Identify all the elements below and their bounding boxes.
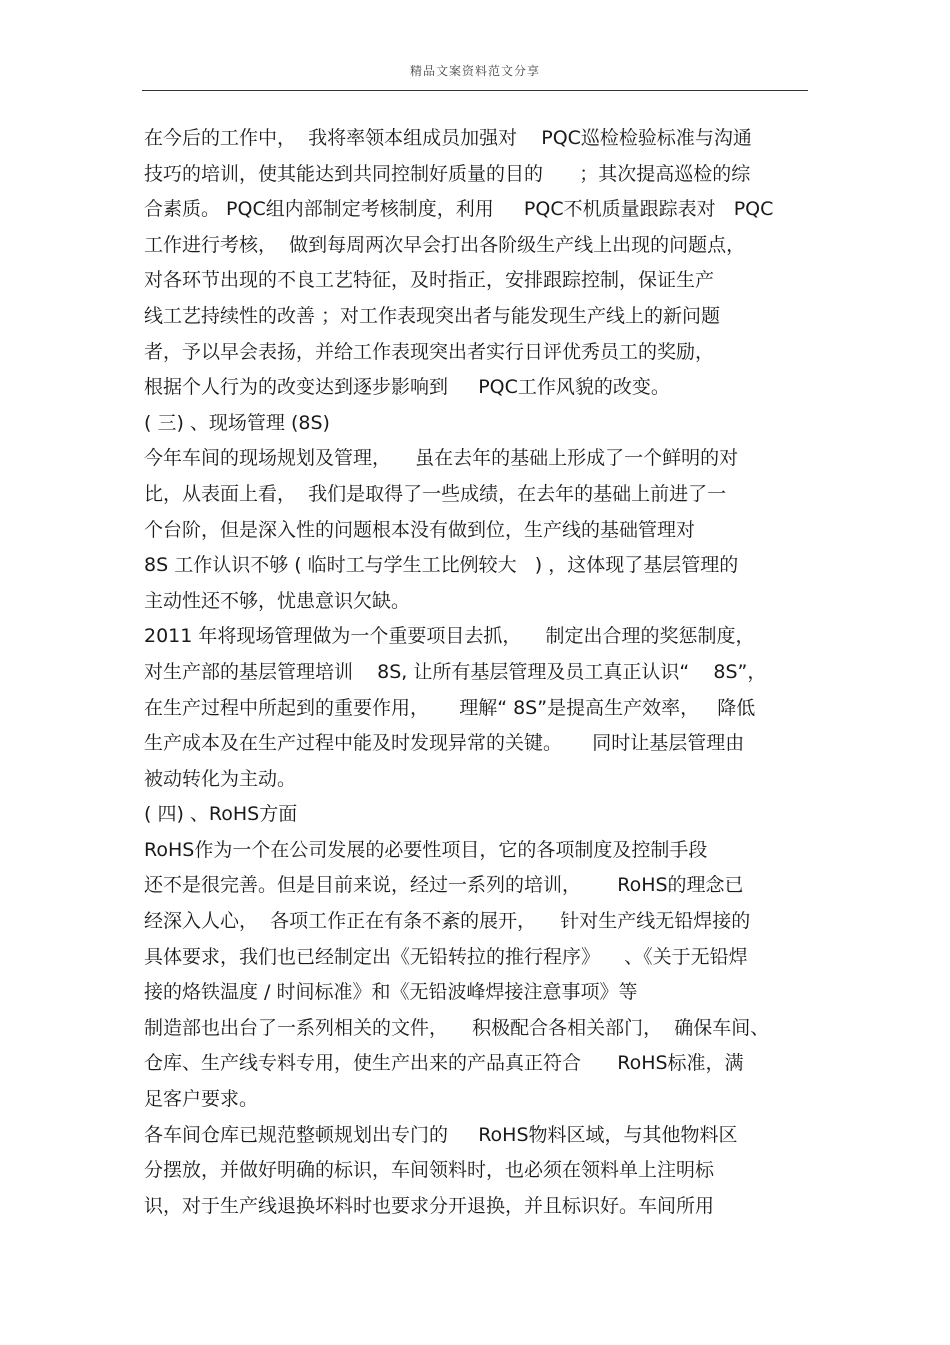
- text-line: 被动转化为主动。: [144, 767, 297, 790]
- text-line: 各车间仓库已规范整顿规划出专门的 RoHS物料区域，与其他物料区: [144, 1123, 738, 1146]
- body-text: [144, 121, 816, 1224]
- text-line: 主动性还不够，忧患意识欠缺。: [144, 589, 411, 612]
- text-line: 根据个人行为的改变达到逐步影响到 PQC工作风貌的改变。: [144, 376, 670, 399]
- text-line: 8S 工作认识不够 ( 临时工与学生工比例较大 ) ，这体现了基层管理的: [144, 554, 739, 577]
- text-line: 仓库、生产线专料专用，使生产出来的产品真正符合 RoHS标准，满: [144, 1052, 744, 1075]
- section-heading: ( 四) 、RoHS方面: [144, 803, 298, 826]
- section-heading: ( 三) 、现场管理 (8S): [144, 411, 330, 434]
- text-line: 足客户要求。: [144, 1088, 259, 1111]
- text-line: 今年车间的现场规划及管理， 虽在去年的基础上形成了一个鲜明的对: [144, 447, 739, 470]
- text-line: 识，对于生产线退换坏料时也要求分开退换，并且标识好。车间所用: [144, 1194, 715, 1217]
- text-line: 合素质。 PQC组内部制定考核制度，利用 PQC不机质量跟踪表对 PQC: [144, 198, 774, 221]
- text-line: 在今后的工作中， 我将率领本组成员加强对 PQC巡检检验标准与沟通: [144, 127, 752, 149]
- text-line: 对各环节出现的不良工艺特征，及时指正，安排跟踪控制，保证生产: [144, 269, 715, 292]
- header-rule: [142, 90, 808, 91]
- text-line: 还不是很完善。但是目前来说，经过一系列的培训， RoHS的理念已: [144, 874, 744, 897]
- text-line: 分摆放，并做好明确的标识，车间领料时，也必须在领料单上注明标: [144, 1159, 715, 1182]
- text-line: 工作进行考核， 做到每周两次早会打出各阶级生产线上出现的问题点，: [144, 233, 746, 256]
- text-line: 对生产部的基层管理培训 8S, 让所有基层管理及员工真正认识“ 8S”，: [144, 660, 767, 683]
- text-line: 个台阶，但是深入性的问题根本没有做到位，生产线的基础管理对: [144, 518, 696, 541]
- page-header: 精品文案资料范文分享: [409, 64, 540, 78]
- text-line: 者，予以早会表扬，并给工作表现突出者实行日评优秀员工的奖励，: [144, 340, 715, 363]
- text-line: 生产成本及在生产过程中能及时发现异常的关键。 同时让基层管理由: [144, 732, 745, 755]
- text-line: 经深入人心， 各项工作正在有条不紊的展开， 针对生产线无铅焊接的: [144, 910, 751, 933]
- text-line: 在生产过程中所起到的重要作用， 理解“ 8S”是提高生产效率， 降低: [144, 696, 756, 719]
- text-line: 制造部也出台了一系列相关的文件， 积极配合各相关部门， 确保车间、: [144, 1016, 770, 1039]
- text-line: 比，从表面上看， 我们是取得了一些成绩，在去年的基础上前进了一: [144, 482, 727, 505]
- text-line: 线工艺持续性的改善 ；对工作表现突出者与能发现生产线上的新问题: [144, 304, 721, 327]
- text-line: 2011 年将现场管理做为一个重要项目去抓， 制定出合理的奖惩制度，: [144, 625, 755, 648]
- text-line: 具体要求，我们也已经制定出《无铅转拉的推行程序》 、《关于无铅焊: [144, 945, 748, 968]
- text-line: 技巧的培训，使其能达到共同控制好质量的目的 ；其次提高巡检的综: [144, 162, 751, 185]
- text-line: 接的烙铁温度 / 时间标准》和《无铅波峰焊接注意事项》等: [144, 981, 638, 1004]
- text-line: RoHS作为一个在公司发展的必要性项目，它的各项制度及控制手段: [144, 838, 708, 861]
